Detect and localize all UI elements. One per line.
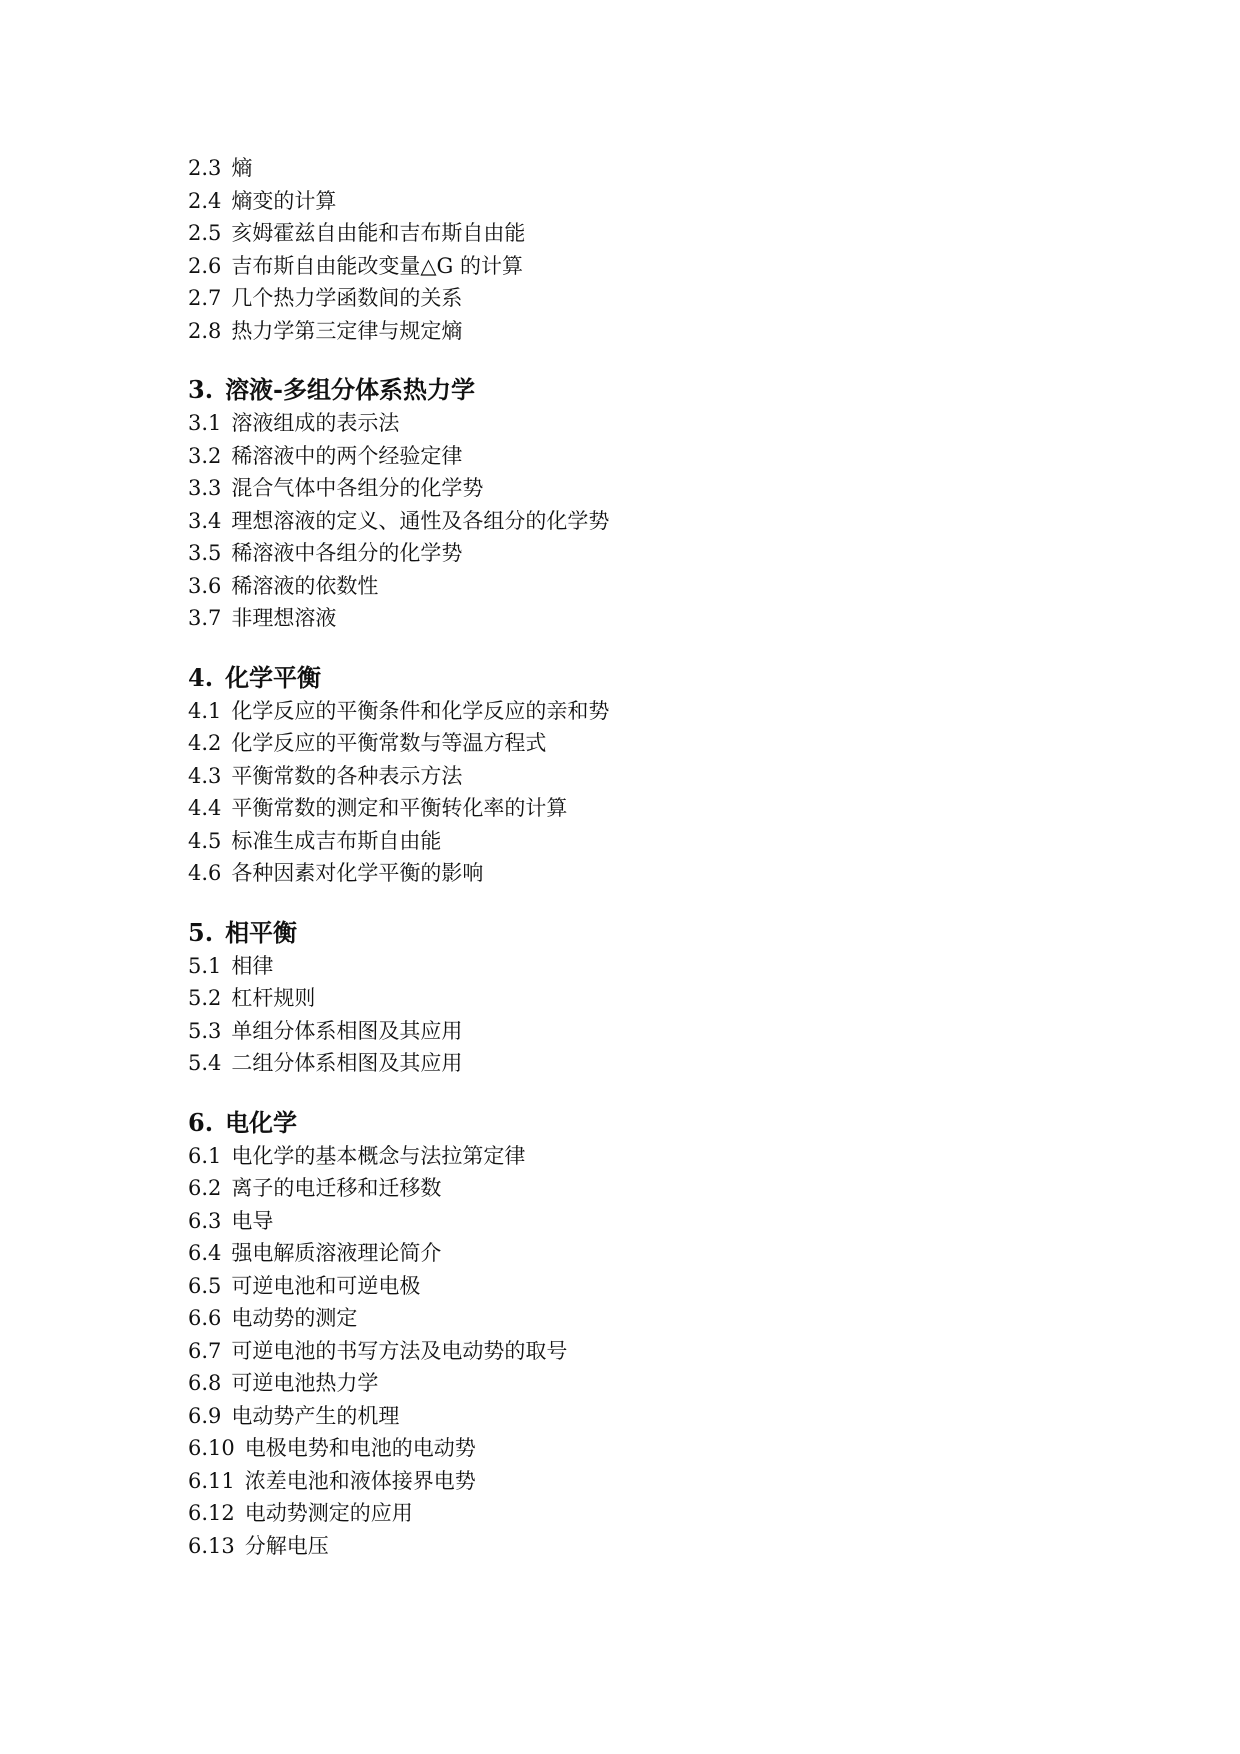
section-heading (188, 1106, 1088, 1140)
toc-item-title: 电极电势和电池的电动势 (244, 1436, 476, 1460)
section-title: 电化学 (225, 1107, 298, 1137)
toc-item-number: 6.7 (188, 1338, 222, 1363)
toc-item-title: 混合气体中各组分的化学势 (231, 476, 484, 500)
toc-item-title: 电导 (231, 1208, 274, 1233)
toc-item-title: 电动势测定的应用 (244, 1501, 413, 1525)
toc-item-title: 熵变的计算 (231, 188, 337, 213)
toc-item (188, 407, 1088, 440)
toc-item-number: 3.3 (188, 476, 222, 500)
toc-item-number: 2.7 (188, 286, 222, 310)
toc-item-number: 2.3 (188, 156, 222, 180)
toc-item (188, 1205, 1088, 1238)
toc-item-title: 化学反应的平衡条件和化学反应的亲和势 (231, 698, 610, 723)
toc-item (188, 472, 1088, 505)
toc-item-title: 几个热力学函数间的关系 (231, 286, 463, 310)
toc-item-title: 电化学的基本概念与法拉第定律 (231, 1143, 526, 1168)
toc-item-title: 化学反应的平衡常数与等温方程式 (231, 731, 547, 755)
toc-item-number: 4.6 (188, 861, 222, 885)
toc-item (188, 440, 1088, 473)
toc-item (188, 695, 1088, 728)
toc-item (188, 950, 1088, 983)
toc-item (188, 1270, 1088, 1303)
toc-item-title: 分解电压 (244, 1533, 329, 1558)
toc-item (188, 152, 1088, 185)
table-of-contents (188, 152, 1088, 1562)
toc-item-number: 6.13 (188, 1533, 235, 1558)
toc-item-title: 强电解质溶液理论简介 (231, 1241, 442, 1265)
toc-item-number: 5.2 (188, 986, 222, 1010)
section-heading (188, 373, 1088, 407)
toc-item-title: 溶液组成的表示法 (231, 411, 400, 435)
toc-item-number: 3.6 (188, 573, 222, 598)
toc-item (188, 1302, 1088, 1335)
toc-item-title: 电动势的测定 (231, 1306, 358, 1330)
toc-item-number: 2.6 (188, 253, 222, 278)
section-number: 5. (188, 917, 214, 947)
toc-item (188, 505, 1088, 538)
toc-item-number: 2.4 (188, 188, 222, 213)
toc-item-number: 6.9 (188, 1403, 222, 1428)
toc-item-number: 5.1 (188, 953, 222, 978)
toc-item-title: 平衡常数的测定和平衡转化率的计算 (231, 796, 568, 820)
toc-item-number: 2.5 (188, 221, 222, 245)
toc-item (188, 602, 1088, 635)
toc-item-number: 4.4 (188, 796, 222, 820)
toc-item-title: 浓差电池和液体接界电势 (244, 1468, 476, 1493)
section-number: 3. (188, 375, 214, 404)
toc-item (188, 982, 1088, 1015)
toc-item-number: 6.11 (188, 1468, 235, 1493)
toc-item-title: 单组分体系相图及其应用 (231, 1018, 463, 1043)
toc-item-title: 可逆电池热力学 (231, 1371, 379, 1395)
toc-item-title: 可逆电池的书写方法及电动势的取号 (231, 1338, 568, 1363)
toc-item-number: 6.1 (188, 1143, 222, 1168)
toc-item-number: 6.8 (188, 1371, 222, 1395)
toc-item (188, 1237, 1088, 1270)
toc-item-number: 6.4 (188, 1241, 222, 1265)
toc-item-number: 2.8 (188, 318, 222, 343)
toc-item-title: 可逆电池和可逆电极 (231, 1273, 421, 1298)
toc-item (188, 185, 1088, 218)
toc-item-number: 6.5 (188, 1273, 222, 1298)
toc-item (188, 1400, 1088, 1433)
toc-item (188, 1367, 1088, 1400)
toc-item-number: 5.3 (188, 1018, 222, 1043)
toc-item-number: 6.10 (188, 1436, 235, 1460)
section-number: 6. (188, 1107, 214, 1137)
toc-item-number: 4.1 (188, 698, 222, 723)
toc-item-title: 稀溶液中各组分的化学势 (231, 541, 463, 565)
toc-item-number: 3.5 (188, 541, 222, 565)
section-title: 溶液-多组分体系热力学 (225, 375, 476, 404)
toc-item-title: 理想溶液的定义、通性及各组分的化学势 (231, 508, 610, 533)
toc-item (188, 282, 1088, 315)
section-title: 相平衡 (225, 917, 298, 947)
toc-item (188, 1140, 1088, 1173)
toc-item (188, 825, 1088, 858)
toc-item (188, 857, 1088, 890)
toc-item (188, 315, 1088, 348)
toc-item (188, 570, 1088, 603)
toc-item-number: 3.4 (188, 508, 222, 533)
toc-item (188, 250, 1088, 283)
toc-item (188, 792, 1088, 825)
toc-item (188, 760, 1088, 793)
toc-item-number: 3.2 (188, 443, 222, 468)
toc-item-title: 稀溶液的依数性 (231, 573, 379, 598)
toc-item-number: 6.2 (188, 1176, 222, 1200)
toc-item-title: 熵 (231, 156, 253, 180)
section-number: 4. (188, 662, 214, 692)
toc-item-title: 吉布斯自由能改变量△G 的计算 (231, 253, 524, 278)
toc-item (188, 727, 1088, 760)
toc-item-number: 5.4 (188, 1051, 222, 1075)
toc-item-number: 4.2 (188, 731, 222, 755)
toc-item-title: 相律 (231, 953, 274, 978)
section-heading (188, 916, 1088, 950)
toc-item-number: 6.6 (188, 1306, 222, 1330)
toc-item-title: 标准生成吉布斯自由能 (231, 828, 442, 853)
toc-item (188, 1172, 1088, 1205)
toc-item-title: 离子的电迁移和迁移数 (231, 1176, 442, 1200)
toc-item-number: 4.3 (188, 763, 222, 788)
toc-item-title: 平衡常数的各种表示方法 (231, 763, 463, 788)
toc-item-number: 6.12 (188, 1501, 235, 1525)
section-title: 化学平衡 (225, 662, 322, 692)
toc-item (188, 1465, 1088, 1498)
toc-item (188, 1335, 1088, 1368)
toc-item (188, 1530, 1088, 1563)
toc-item-title: 杠杆规则 (231, 986, 316, 1010)
toc-item (188, 1047, 1088, 1080)
toc-item (188, 1497, 1088, 1530)
toc-item-title: 电动势产生的机理 (231, 1403, 400, 1428)
toc-item-number: 3.7 (188, 606, 222, 630)
section-heading (188, 661, 1088, 695)
toc-item-title: 热力学第三定律与规定熵 (231, 318, 463, 343)
toc-item (188, 537, 1088, 570)
toc-item-title: 二组分体系相图及其应用 (231, 1051, 463, 1075)
toc-item-number: 4.5 (188, 828, 222, 853)
toc-item (188, 1432, 1088, 1465)
toc-item-title: 亥姆霍兹自由能和吉布斯自由能 (231, 221, 526, 245)
toc-item-number: 6.3 (188, 1208, 222, 1233)
toc-item-title: 各种因素对化学平衡的影响 (231, 861, 484, 885)
toc-item-number: 3.1 (188, 411, 222, 435)
toc-item-title: 非理想溶液 (231, 606, 337, 630)
toc-item (188, 217, 1088, 250)
toc-item (188, 1015, 1088, 1048)
toc-item-title: 稀溶液中的两个经验定律 (231, 443, 463, 468)
